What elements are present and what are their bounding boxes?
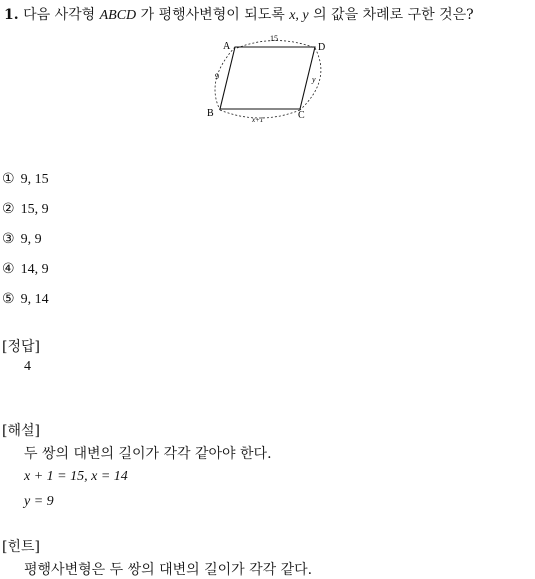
explanation-line-2: x + 1 = 15, x = 14	[24, 469, 128, 484]
option-2[interactable]	[2, 201, 49, 218]
option-1[interactable]	[2, 171, 49, 188]
option-5-text: 9, 14	[20, 292, 49, 307]
question-text-pre: 다음 사각형	[23, 7, 96, 23]
explanation-label: [해설]	[2, 423, 40, 439]
option-1-text: 9, 15	[20, 172, 49, 187]
explanation-line-1: 두 쌍의 대변의 길이가 각각 같아야 한다.	[24, 446, 272, 462]
option-5-number: ⑤	[2, 291, 15, 307]
vertex-d-label: D	[318, 42, 326, 53]
question-line	[4, 4, 474, 24]
answer-value: 4	[24, 359, 31, 374]
side-right-label: y	[312, 75, 316, 84]
question-shape-name: ABCD	[99, 8, 137, 23]
option-3-text: 9, 9	[20, 232, 42, 247]
question-text-mid: 가 평행사변형이 되도록	[140, 7, 285, 23]
answer-label: [정답]	[2, 339, 40, 355]
vertex-a-label: A	[223, 41, 231, 52]
hint-text: 평행사변형은 두 쌍의 대변의 길이가 각각 같다.	[24, 562, 313, 578]
question-vars: x, y	[289, 8, 309, 23]
question-text-post: 의 값을 차례로 구한 것은?	[313, 7, 474, 23]
option-4-text: 14, 9	[20, 262, 49, 277]
question-number: 1.	[4, 7, 19, 23]
option-1-number: ①	[2, 171, 15, 187]
explanation-line-3: y = 9	[24, 494, 54, 509]
option-3[interactable]	[2, 231, 42, 248]
hint-label: [힌트]	[2, 539, 40, 555]
side-bottom-label: x+1	[252, 116, 264, 124]
vertex-c-label: C	[298, 110, 305, 121]
option-5[interactable]	[2, 291, 49, 308]
option-4-number: ④	[2, 261, 15, 277]
option-2-number: ②	[2, 201, 15, 217]
parallelogram-shape	[220, 47, 315, 109]
vertex-b-label: B	[207, 108, 214, 119]
option-4[interactable]	[2, 261, 49, 278]
option-2-text: 15, 9	[20, 202, 49, 217]
side-left-label: 9	[215, 72, 219, 81]
side-top-label: 15	[270, 34, 278, 43]
option-3-number: ③	[2, 231, 15, 247]
parallelogram-figure	[200, 30, 340, 126]
arc-right	[300, 48, 321, 110]
